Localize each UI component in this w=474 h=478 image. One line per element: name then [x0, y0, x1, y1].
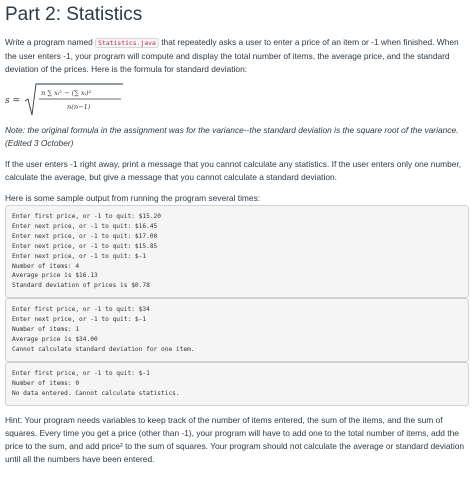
- page-title: Part 2: Statistics: [5, 4, 143, 25]
- output-line: Enter next price, or -1 to quit: $17.00: [12, 232, 158, 240]
- formula-lhs: s =: [5, 96, 21, 106]
- formula-numerator: n ∑ xᵢ² − (∑ xᵢ)²: [41, 89, 92, 97]
- output-line: Enter next price, or -1 to quit: $-1: [12, 316, 147, 324]
- sample-output-2: [5, 298, 469, 362]
- sample-output-1: [5, 205, 469, 298]
- output-line: Enter next price, or -1 to quit: $16.45: [12, 222, 158, 230]
- intro-text-before: Write a program named: [5, 37, 93, 47]
- hint-paragraph: Hint: Your program needs variables to keep track of the number of items entered, the sum of the items, and the sum of squares. Every time you get a price (other than -1), your program will have to add one to the total number of items, add the price to the sum, and add price² to the sum of squares. Your program should not calculate the average or standard deviation until all the numbers have been entered.: [5, 414, 465, 464]
- output-line: Average price is $16.13: [12, 272, 98, 280]
- output-line: Cannot calculate standard deviation for one item.: [12, 345, 195, 353]
- output-line: Enter first price, or -1 to quit: $-1: [12, 369, 150, 377]
- formula-denominator: n(n−1): [67, 103, 91, 111]
- output-line: Enter next price, or -1 to quit: $15.85: [12, 242, 158, 250]
- output-line: Enter first price, or -1 to quit: $15.20: [12, 213, 162, 220]
- output-line: Enter first price, or -1 to quit: $34: [12, 306, 150, 314]
- output-line: Enter next price, or -1 to quit: $-1: [12, 252, 147, 260]
- output-line: Number of items: 1: [12, 326, 80, 334]
- standard-deviation-formula: [5, 82, 469, 118]
- formula-graphic: [5, 82, 135, 118]
- output-line: Number of items: 0: [12, 379, 80, 387]
- sample-output-3: [5, 362, 469, 406]
- filename-code: Statistics.java: [95, 38, 159, 48]
- errors-paragraph: If the user enters -1 right away, print a message that you cannot calculate any statistics. If the user enters only one number, calculate the average, but give a message that you cannot calculate a standard deviation.: [5, 159, 462, 182]
- output-line: No data entered. Cannot calculate statistics.: [12, 389, 180, 397]
- output-line: Number of items: 4: [12, 262, 80, 270]
- sample-intro: Here is some sample output from running the program several times:: [5, 193, 261, 203]
- output-line: Average price is $34.00: [12, 335, 98, 343]
- intro-text-after: that repeatedly asks a user to enter a price of an item or -1 when finished. When the user enters -1, your program will compute and display the total number of items, the average price, and the standard deviation of the prices. Here is the formula for standard deviation:: [5, 37, 459, 74]
- note-paragraph: Note: the original formula in the assignment was for the variance--the standard deviation is the square root of the variance. (Edited 3 October): [5, 125, 459, 148]
- output-line: Standard deviation of prices is $0.78: [12, 282, 150, 290]
- intro-paragraph: [5, 36, 469, 76]
